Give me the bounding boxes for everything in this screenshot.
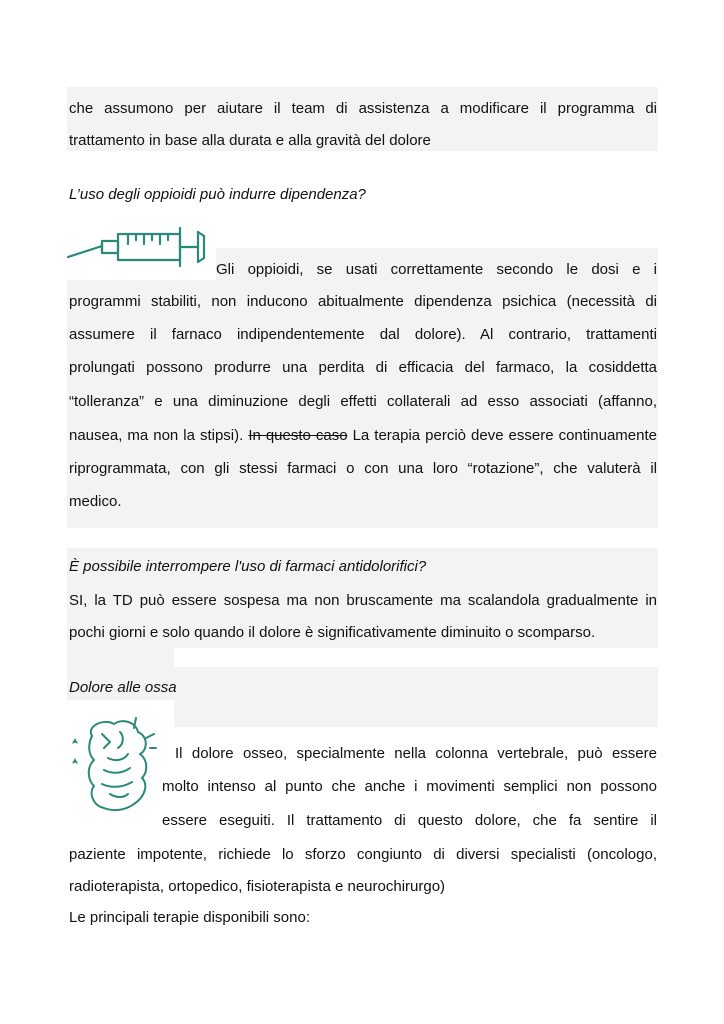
paragraph-line: Il dolore osseo, specialmente nella colonna vertebrale, può essere [175,745,657,762]
paragraph-line: Gli oppioidi, se usati correttamente secondo le dosi e i [216,261,657,278]
section-question: È possibile interrompere l'uso di farmaci antidolorifici? [69,558,427,575]
paragraph-line: programmi stabiliti, non inducono abitualmente dipendenza psichica (necessità di [69,293,657,310]
paragraph-line [69,426,657,446]
paragraph-line: pochi giorni e solo quando il dolore è significativamente diminuito o scomparso. [69,624,596,641]
paragraph-line: radioterapista, ortopedico, fisioterapista e neurochirurgo) [69,878,446,895]
paragraph-line: riprogrammata, con gli stessi farmaci o con una loro “rotazione”, che valuterà il [69,460,657,477]
paragraph-line: SI, la TD può essere sospesa ma non bruscamente ma scalandola gradualmente in [69,592,657,609]
paragraph-line: paziente impotente, richiede lo sforzo congiunto di diversi specialisti (oncologo, [69,846,657,863]
paragraph-line: Le principali terapie disponibili sono: [69,909,310,926]
paragraph-line: molto intenso al punto che anche i movimenti semplici non possono [162,778,657,795]
section-question: L’uso degli oppioidi può indurre dipendenza? [69,186,366,203]
text-run: nausea, ma non la stipsi). [69,427,244,444]
paragraph-line: prolungati possono produrre una perdita di efficacia del farmaco, la cosiddetta [69,359,657,376]
paragraph-line: medico. [69,493,122,510]
paragraph-line: che assumono per aiutare il team di assistenza a modificare il programma di [69,100,657,117]
paragraph-line: assumere il farnaco indipendentemente dal dolore). Al contrario, trattamenti [69,326,657,343]
paragraph-line: essere eseguiti. Il trattamento di questo dolore, che fa sentire il [162,812,657,829]
paragraph-line: trattamento in base alla durata e alla gravità del dolore [69,132,431,149]
text-run: La terapia perciò deve essere continuamente [352,427,657,444]
syringe-icon [66,222,216,282]
bone-pain-figure-icon [64,714,159,819]
struck-text: In questo caso [248,427,348,444]
section-heading: Dolore alle ossa [69,679,177,696]
paragraph-line: “tolleranza” e una diminuzione degli effetti collaterali ad esso associati (affanno, [69,393,657,410]
